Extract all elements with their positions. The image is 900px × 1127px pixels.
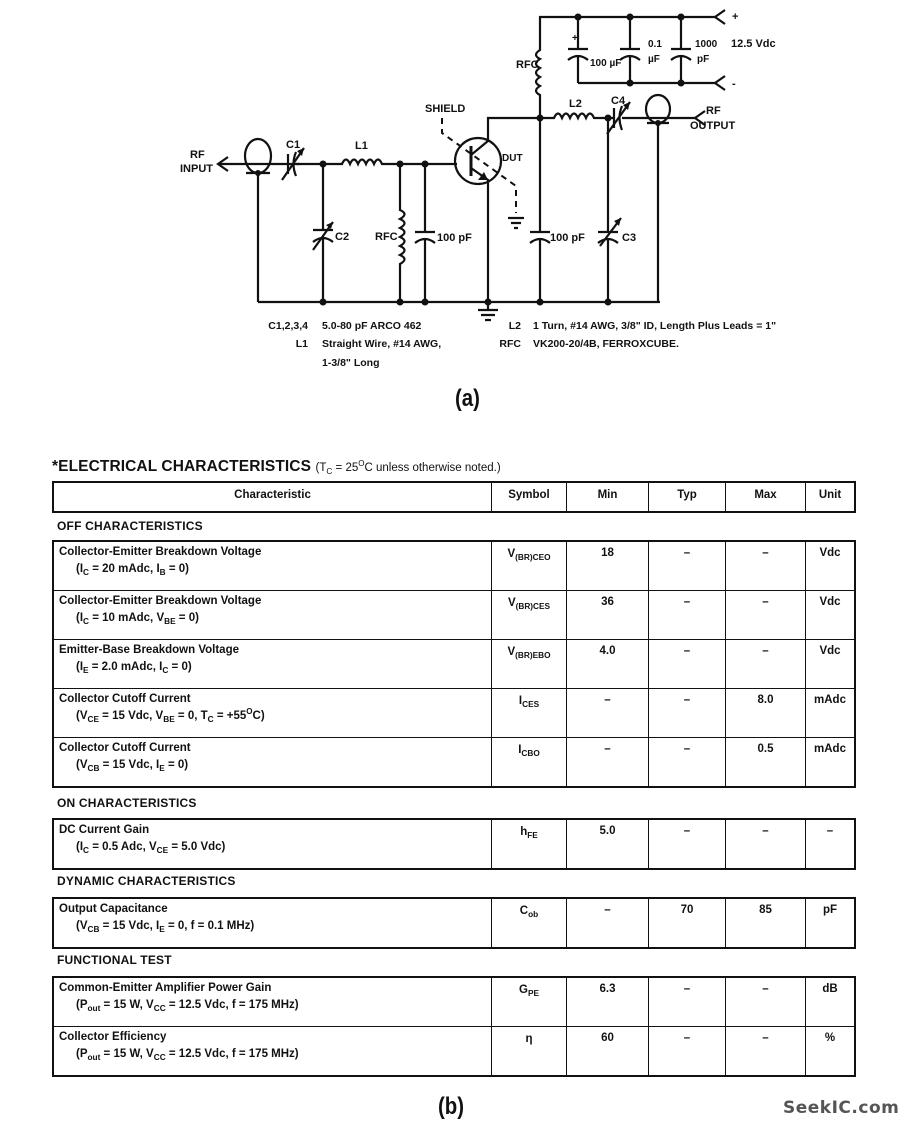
characteristic-name: Common-Emitter Amplifier Power Gain — [59, 982, 272, 994]
condition-text: = 5.0 Vdc) — [168, 841, 226, 853]
max-cell: 85 — [725, 899, 805, 947]
header-characteristic: Characteristic — [234, 489, 311, 501]
symbol-text: V — [507, 646, 516, 658]
typ-cell: – — [648, 820, 725, 868]
table-title-main: *ELECTRICAL CHARACTERISTICS — [52, 458, 312, 475]
rf-amplifier-schematic — [0, 0, 900, 380]
characteristic-cell — [54, 689, 491, 737]
condition-text: (P — [76, 999, 88, 1011]
condition-sub: C — [83, 568, 90, 577]
condition-text: = 15 Vdc, I — [99, 920, 160, 932]
condition-sub: CC — [153, 1004, 166, 1013]
header-max: Max — [725, 483, 805, 511]
unit-cell: Vdc — [805, 640, 854, 688]
cap-01uf-label: 0.1 — [648, 39, 662, 50]
max-cell: 8.0 — [725, 689, 805, 737]
symbol-cell — [491, 820, 566, 868]
test-condition — [59, 759, 486, 771]
condition-text: (P — [76, 1048, 88, 1060]
max-cell: – — [725, 820, 805, 868]
condition-text: = 20 mAdc, I — [89, 563, 160, 575]
condition-text: (I — [76, 661, 84, 673]
symbol-cell — [491, 542, 566, 590]
symbol-text: h — [520, 826, 528, 838]
max-cell: 0.5 — [725, 738, 805, 786]
condition-sub: CC — [153, 1053, 166, 1062]
condition-text: = 0, T — [174, 710, 208, 722]
symbol-text: V — [507, 548, 516, 560]
header-typ: Typ — [648, 483, 725, 511]
condition-text: (V — [76, 920, 88, 932]
min-cell: – — [566, 899, 648, 947]
watermark: SeekIC.com — [783, 1098, 900, 1118]
characteristic-cell — [54, 899, 491, 947]
condition-text: = 15 Vdc, I — [99, 759, 160, 771]
symbol-sub: (BR)EBO — [515, 651, 551, 660]
characteristic-name: Collector-Emitter Breakdown Voltage — [59, 546, 262, 558]
component-notes — [268, 320, 776, 369]
note-ref: C1,2,3,4 — [268, 320, 308, 332]
condition-text: = 0) — [175, 612, 199, 624]
header-unit: Unit — [805, 483, 854, 511]
condition-sub: CB — [87, 764, 100, 773]
typ-cell: – — [648, 591, 725, 639]
min-cell: 18 — [566, 542, 648, 590]
characteristic-name: Output Capacitance — [59, 903, 168, 915]
condition-text: = 12.5 Vdc, f = 175 MHz) — [165, 999, 299, 1011]
condition-text: = 0) — [165, 563, 189, 575]
cap-input-label: 100 pF — [437, 232, 472, 244]
condition-sub: C — [207, 715, 214, 724]
l1-inductor — [323, 160, 400, 165]
min-cell: – — [566, 738, 648, 786]
cap-output-label: 100 pF — [550, 232, 585, 244]
rfc-output-label: RFC — [516, 59, 539, 71]
symbol-sub: (BR)CEO — [515, 553, 551, 562]
unit-cell: dB — [805, 978, 854, 1026]
section-title: FUNCTIONAL TEST — [57, 953, 172, 967]
condition-sub: CE — [156, 846, 169, 855]
min-cell: 60 — [566, 1027, 648, 1075]
figure-a-caption: (a) — [455, 385, 480, 412]
c3-variable-capacitor — [598, 118, 621, 306]
note-text: 1-3/8" Long — [322, 357, 380, 369]
table-title — [52, 458, 501, 476]
note-text: VK200-20/4B, FERROXCUBE. — [533, 338, 679, 350]
rfc-output-inductor — [536, 17, 715, 118]
condition-sub: out — [87, 1004, 101, 1013]
section-table — [52, 897, 856, 949]
unit-cell: mAdc — [805, 738, 854, 786]
test-condition — [59, 661, 486, 673]
typ-cell: – — [648, 978, 725, 1026]
c3-label: C3 — [622, 232, 637, 244]
table-row — [54, 639, 854, 688]
symbol-cell — [491, 899, 566, 947]
test-condition — [59, 841, 486, 853]
supply-plus-label: + — [732, 11, 739, 23]
table-title-condition — [315, 459, 501, 476]
symbol-text: C — [519, 905, 529, 917]
typ-cell: – — [648, 542, 725, 590]
test-condition — [59, 1048, 486, 1060]
condition-text: C) — [252, 710, 265, 722]
rf-input-label: RF — [190, 149, 205, 161]
condition-sub: out — [87, 1053, 101, 1062]
output-coax-loop — [646, 95, 670, 302]
c2-label: C2 — [335, 231, 350, 243]
header-min: Min — [566, 483, 648, 511]
l1-label: L1 — [355, 140, 368, 152]
condition-text: = 15 W, V — [100, 1048, 154, 1060]
cap-1000pf-label-2: pF — [697, 54, 710, 65]
test-condition — [59, 563, 486, 575]
unit-cell: % — [805, 1027, 854, 1075]
symbol-text: I — [518, 695, 523, 707]
condition-text: = 15 Vdc, V — [98, 710, 164, 722]
symbol-cell — [491, 591, 566, 639]
min-cell: 36 — [566, 591, 648, 639]
symbol-sub: CBO — [521, 749, 540, 758]
condition-sub: C — [162, 666, 169, 675]
characteristic-cell — [54, 978, 491, 1026]
symbol-cell — [491, 1027, 566, 1075]
symbol-cell — [491, 738, 566, 786]
characteristic-name: DC Current Gain — [59, 824, 150, 836]
characteristic-name: Collector-Emitter Breakdown Voltage — [59, 595, 262, 607]
condition-text: = 0, f = 0.1 MHz) — [164, 920, 255, 932]
condition-sub: C — [83, 617, 90, 626]
note-text: Straight Wire, #14 AWG, — [322, 338, 442, 350]
rfc-input-label: RFC — [375, 231, 398, 243]
unit-cell: mAdc — [805, 689, 854, 737]
section-table — [52, 540, 856, 788]
condition-text: = 15 W, V — [100, 999, 154, 1011]
unit-cell: Vdc — [805, 542, 854, 590]
table-row — [54, 899, 854, 947]
typ-cell: – — [648, 1027, 725, 1075]
condition-text: = 2.0 mAdc, I — [88, 661, 163, 673]
shield-label: SHIELD — [425, 103, 466, 115]
symbol-text: G — [519, 984, 528, 996]
symbol-sub: (BR)CES — [515, 602, 551, 611]
supply-voltage-label: 12.5 Vdc — [731, 38, 776, 50]
characteristic-cell — [54, 542, 491, 590]
max-cell: – — [725, 640, 805, 688]
condition-sub: BE — [164, 617, 176, 626]
dut-label: DUT — [502, 153, 523, 164]
c2-variable-capacitor — [313, 164, 333, 306]
test-condition — [59, 612, 486, 624]
characteristic-cell — [54, 640, 491, 688]
characteristic-name: Emitter-Base Breakdown Voltage — [59, 644, 240, 656]
condition-sub: B — [159, 568, 166, 577]
table-header — [52, 481, 856, 513]
condition-text: = 0) — [164, 759, 189, 771]
max-cell: – — [725, 1027, 805, 1075]
condition-sub: E — [159, 925, 165, 934]
condition-sub: CE — [87, 715, 99, 724]
symbol-cell — [491, 689, 566, 737]
rf-input-label-2: INPUT — [180, 163, 213, 175]
typ-cell: – — [648, 738, 725, 786]
test-condition — [59, 707, 486, 724]
characteristic-name: Collector Efficiency — [59, 1031, 167, 1043]
typ-cell: 70 — [648, 899, 725, 947]
dut-transistor — [455, 118, 540, 306]
min-cell: 5.0 — [566, 820, 648, 868]
symbol-sub: FE — [527, 831, 538, 840]
unit-cell: – — [805, 820, 854, 868]
table-row — [54, 737, 854, 786]
table-row — [54, 1026, 854, 1075]
c4-label: C4 — [611, 95, 626, 107]
characteristic-name: Collector Cutoff Current — [59, 693, 191, 705]
note-ref: RFC — [499, 338, 521, 350]
symbol-cell — [491, 978, 566, 1026]
cond-text: (T — [315, 462, 327, 474]
unit-cell: Vdc — [805, 591, 854, 639]
rfc-input-inductor — [397, 164, 405, 306]
ground-icon — [478, 302, 498, 320]
cap-01uf-label-2: µF — [648, 54, 660, 65]
symbol-sub: ob — [528, 910, 539, 919]
min-cell: – — [566, 689, 648, 737]
shield-dashed-line — [442, 118, 524, 228]
cap-1000pf-label: 1000 — [695, 39, 718, 50]
condition-text: = 12.5 Vdc, f = 175 MHz) — [165, 1048, 299, 1060]
cap-polarity-label: + — [572, 33, 578, 44]
test-condition — [59, 920, 486, 932]
typ-cell: – — [648, 689, 725, 737]
cap-100uf-label: 100 µF — [590, 58, 622, 69]
condition-text: (I — [76, 612, 84, 624]
min-cell: 6.3 — [566, 978, 648, 1026]
condition-sub: CB — [87, 925, 100, 934]
condition-text: (V — [76, 759, 88, 771]
figure-b-caption: (b) — [438, 1093, 465, 1120]
table-row — [54, 542, 854, 590]
c1-label: C1 — [286, 139, 301, 151]
section-title: DYNAMIC CHARACTERISTICS — [57, 874, 236, 888]
condition-text: (V — [76, 710, 88, 722]
table-row — [54, 978, 854, 1026]
table-row — [54, 820, 854, 868]
characteristic-cell — [54, 820, 491, 868]
cond-text: C unless otherwise noted.) — [364, 462, 501, 474]
condition-text: (I — [76, 563, 84, 575]
header-symbol: Symbol — [491, 483, 566, 511]
section-table — [52, 976, 856, 1077]
typ-cell: – — [648, 640, 725, 688]
symbol-sub: PE — [527, 989, 539, 998]
characteristic-name: Collector Cutoff Current — [59, 742, 191, 754]
c1-variable-capacitor — [282, 148, 323, 180]
cond-sup: O — [358, 459, 365, 468]
rf-output-label: RF — [706, 105, 721, 117]
section-title: ON CHARACTERISTICS — [57, 796, 197, 810]
unit-cell: pF — [805, 899, 854, 947]
note-text: 5.0-80 pF ARCO 462 — [322, 320, 422, 332]
table-row — [54, 688, 854, 737]
characteristic-cell — [54, 738, 491, 786]
condition-text: = 10 mAdc, V — [89, 612, 165, 624]
symbol-sub: CES — [522, 700, 540, 709]
section-title: OFF CHARACTERISTICS — [57, 519, 203, 533]
symbol-text: η — [525, 1033, 533, 1045]
min-cell: 4.0 — [566, 640, 648, 688]
section-table — [52, 818, 856, 870]
output-100pf-capacitor — [530, 118, 550, 306]
condition-text: = +55 — [213, 710, 247, 722]
max-cell: – — [725, 542, 805, 590]
symbol-text: I — [518, 744, 522, 756]
symbol-cell — [491, 640, 566, 688]
max-cell: – — [725, 591, 805, 639]
supply-minus-label: - — [732, 78, 736, 90]
cond-text: = 25 — [332, 462, 359, 474]
max-cell: – — [725, 978, 805, 1026]
condition-sub: E — [159, 764, 165, 773]
l2-inductor — [540, 114, 612, 122]
condition-sub: C — [83, 846, 90, 855]
symbol-text: V — [507, 597, 516, 609]
condition-sub: BE — [163, 715, 175, 724]
condition-sub: E — [83, 666, 89, 675]
note-ref: L1 — [295, 338, 308, 350]
test-condition — [59, 999, 486, 1011]
characteristic-cell — [54, 591, 491, 639]
l2-label: L2 — [569, 98, 582, 110]
condition-text: (I — [76, 841, 84, 853]
rf-output-label-2: OUTPUT — [690, 120, 736, 132]
condition-text: = 0) — [168, 661, 192, 673]
table-row — [54, 590, 854, 639]
note-text: 1 Turn, #14 AWG, 3/8" ID, Length Plus Leads = 1" — [533, 320, 777, 332]
cond-sub: C — [326, 467, 333, 476]
supply-decoupling — [568, 10, 725, 90]
condition-text: = 0.5 Adc, V — [89, 841, 157, 853]
characteristic-cell — [54, 1027, 491, 1075]
note-ref: L2 — [508, 320, 521, 332]
condition-sup: O — [246, 707, 253, 716]
